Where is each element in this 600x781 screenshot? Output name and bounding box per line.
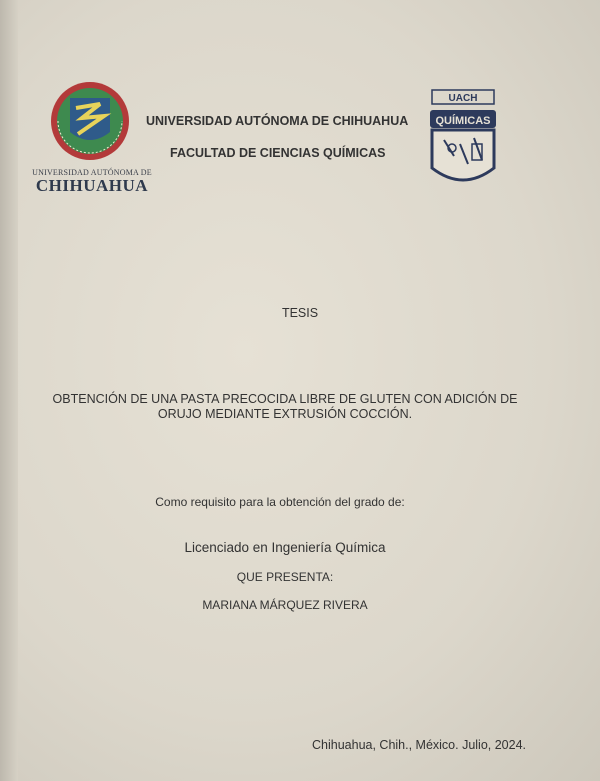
thesis-title: OBTENCIÓN DE UNA PASTA PRECOCIDA LIBRE DE GLUTEN CON ADICIÓN DE ORUJO MEDIANTE EXTRUSIÓN COCCIÓN. — [52, 392, 518, 421]
uach-logo-caption-small: UNIVERSIDAD AUTÓNOMA DE — [32, 168, 152, 177]
uach-logo-caption-big: CHIHUAHUA — [35, 176, 149, 195]
faculty-name: FACULTAD DE CIENCIAS QUÍMICAS — [170, 146, 386, 160]
page-edge-shadow — [0, 0, 18, 781]
requisite-text: Como requisito para la obtención del grado de: — [155, 495, 405, 509]
presenta-label: QUE PRESENTA: — [236, 570, 334, 584]
degree-name: Licenciado en Ingeniería Química — [184, 540, 386, 555]
place-and-date: Chihuahua, Chih., México. Julio, 2024. — [312, 738, 527, 752]
fcq-logo-word: QUÍMICAS — [435, 115, 491, 127]
university-name: UNIVERSIDAD AUTÓNOMA DE CHIHUAHUA — [146, 114, 409, 128]
fcq-shield-logo — [424, 88, 502, 196]
uach-seal-logo — [48, 78, 132, 164]
author-name: MARIANA MÁRQUEZ RIVERA — [202, 598, 368, 612]
fcq-logo-letters: UACH — [448, 93, 478, 104]
document-type: TESIS — [281, 306, 319, 320]
